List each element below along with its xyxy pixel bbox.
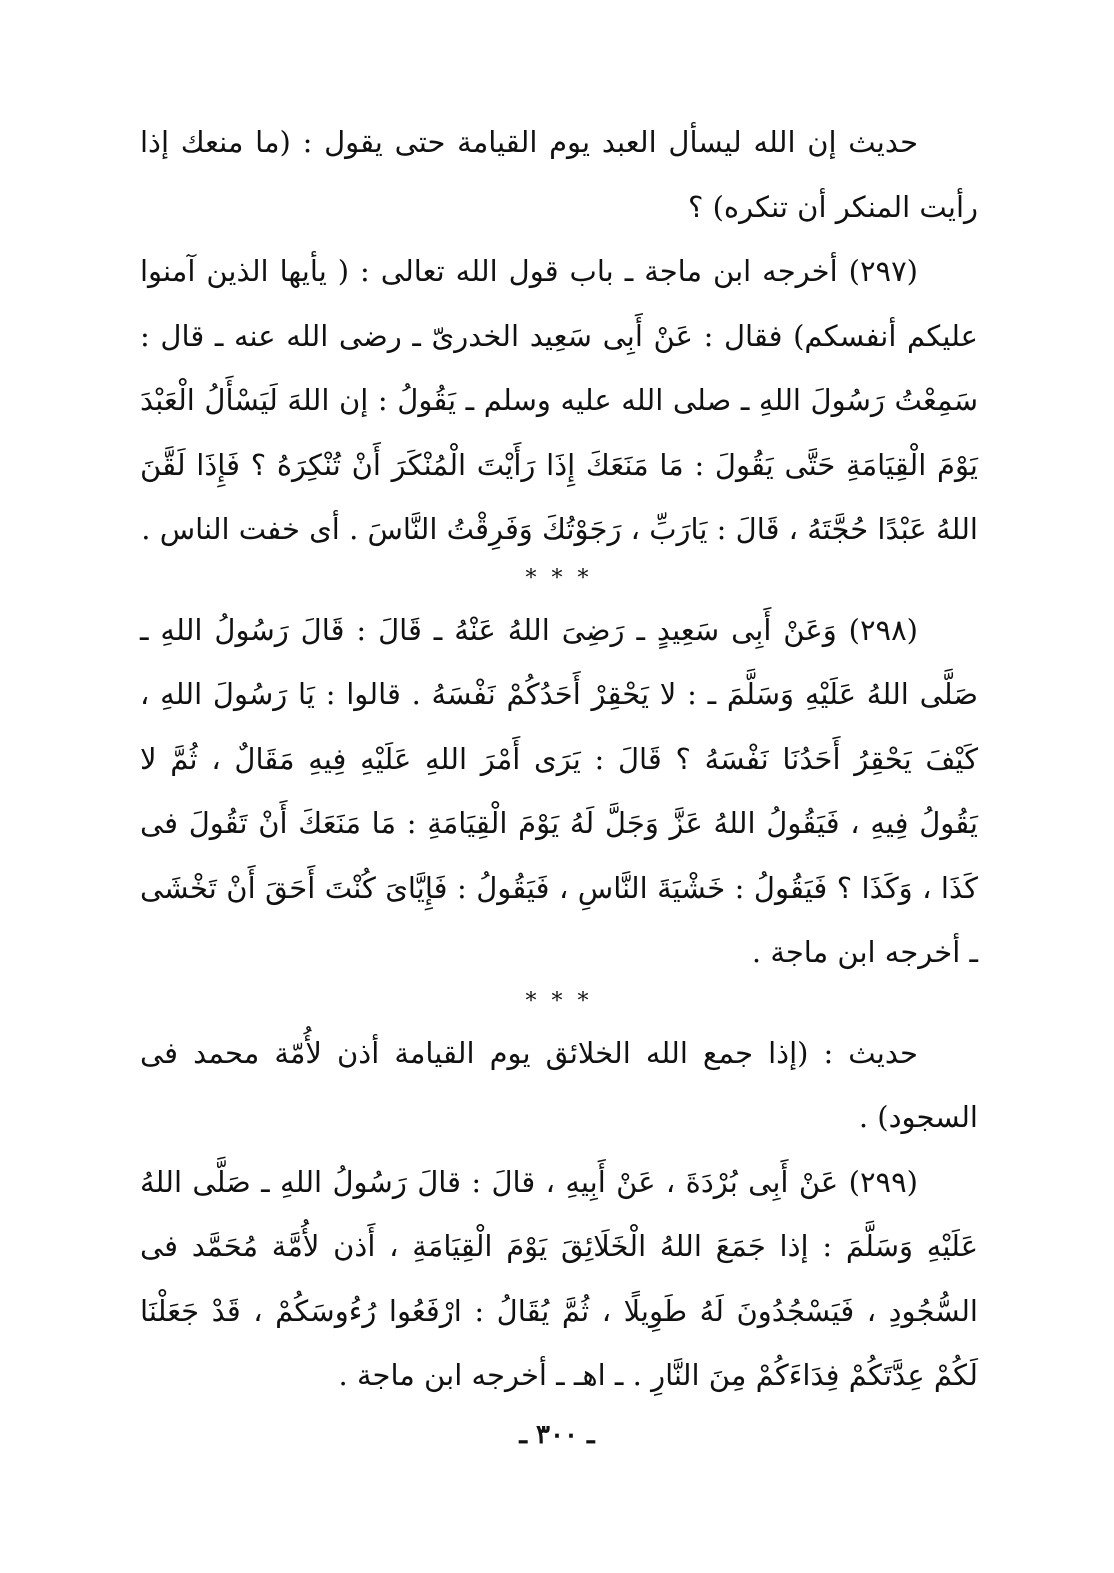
hadith-298: (٢٩٨) وَعَنْ أَبِى سَعِيدٍ ـ رَضِىَ اللهُ عَنْهُ ـ قَالَ : قَالَ رَسُولُ اللهِ ـ صَلَّى اللهُ عَلَيْهِ وَسَلَّمَ ـ : لا يَحْقِرْ أَحَدُكُمْ نَفْسَهُ . قالوا : يَا رَسُولَ اللهِ ، كَيْفَ يَحْقِرُ أَحَدُنَا نَفْسَهُ ؟ قَالَ : يَرَى أَمْرَ اللهِ عَلَيْهِ فِيهِ مَقَالٌ ، ثُمَّ لا يَقُولُ فِيهِ ، فَيَقُولُ اللهُ عَزَّ وَجَلَّ لَهُ يَوْمَ الْقِيَامَةِ : مَا مَنَعَكَ أَنْ تَقُولَ فى كَذَا ، وَكَذَا ؟ فَيَقُولُ : خَشْيَةَ النَّاسِ ، فَيَقُولُ : فَإِيَّاىَ كُنْتَ أَحَقَ أَنْ تَخْشَى ـ أخرجه ابن ماجة .	[140, 612, 978, 969]
hadith-heading-2: حديث : (إذا جمع الله الخلائق يوم القيامة أذن لأُمّة محمد فى السجود) .	[140, 1035, 978, 1134]
page-number: ـ ٣٠٠ ـ	[519, 1420, 595, 1450]
hadith-299: (٢٩٩) عَنْ أَبِى بُرْدَةَ ، عَنْ أَبِيهِ ، قالَ : قالَ رَسُولُ اللهِ ـ صَلَّى اللهُ عَلَيْهِ وَسَلَّمَ : إذا جَمَعَ اللهُ الْخَلَائِقَ يَوْمَ الْقِيَامَةِ ، أَذن لأُمَّة مُحَمَّد فى السُّجُودِ ، فَيَسْجُدُونَ لَهُ طَوِيلًا ، ثُمَّ يُقَالُ : ارْفَعُوا رُءُوسَكُمْ ، قَدْ جَعَلْنَا لَكُمْ عِدَّتَكُمْ فِدَاءَكُمْ مِنَ النَّارِ . ـ اهـ ـ أخرجه ابن ماجة .	[140, 1164, 978, 1392]
hadith-heading-1: حديث إن الله ليسأل العبد يوم القيامة حتى يقول : (ما منعك إذا رأيت المنكر أن تنكره) ؟	[140, 125, 978, 224]
page-body	[140, 110, 978, 1408]
hadith-297: (٢٩٧) أخرجه ابن ماجة ـ باب قول الله تعالى : ( يأيها الذين آمنوا عليكم أنفسكم) فقال : عَنْ أَبِى سَعِيد الخدرىّ ـ رضى الله عنه ـ قال : سَمِعْتُ رَسُولَ اللهِ ـ صلى الله عليه وسلم ـ يَقُولُ : إن اللهَ لَيَسْأَلُ الْعَبْدَ يَوْمَ الْقِيَامَةِ حَتَّى يَقُولَ : مَا مَنَعَكَ إِذَا رَأَيْتَ الْمُنْكَرَ أَنْ تُنْكِرَهُ ؟ فَإِذَا لَقَّنَ اللهُ عَبْدًا حُجَّتَهُ ، قَالَ : يَارَبِّ ، رَجَوْتُكَ وَفَرِقْتُ النَّاسَ . أى خفت الناس .	[140, 254, 978, 546]
section-separator-1: * * *	[525, 565, 593, 591]
section-separator-2: * * *	[525, 988, 593, 1014]
